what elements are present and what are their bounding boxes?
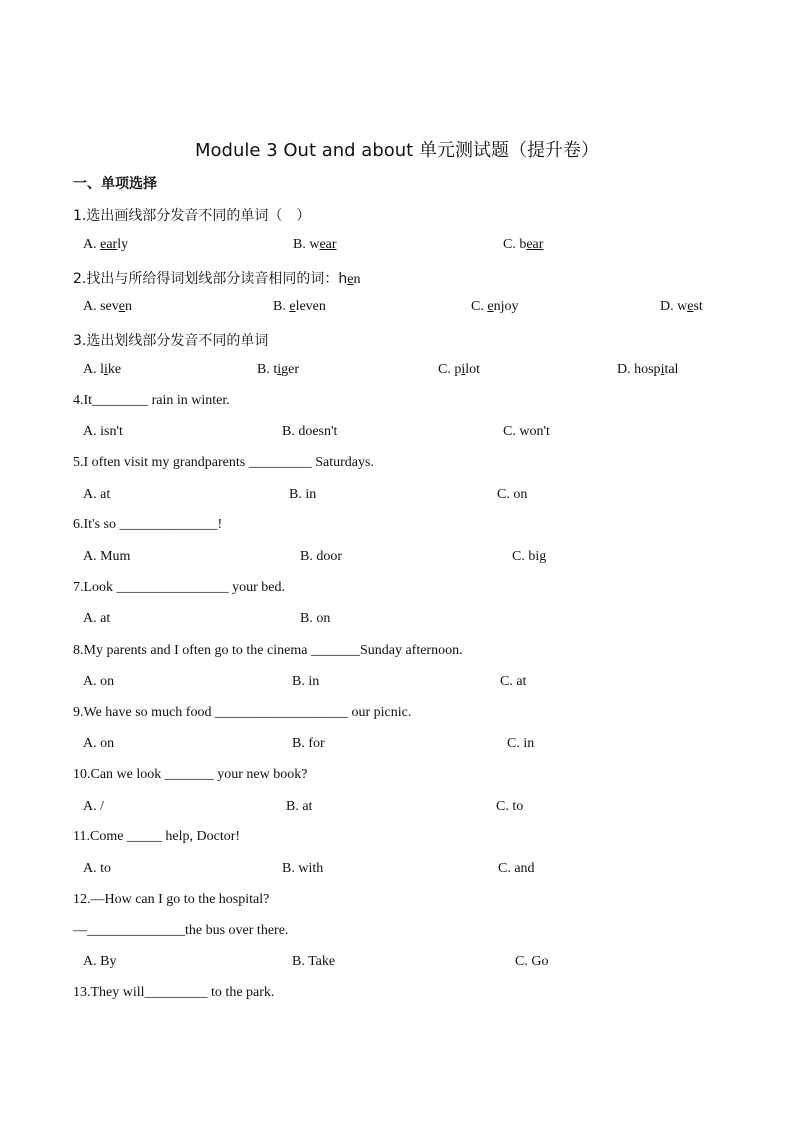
option-text: A. Mum — [83, 549, 131, 564]
answer-option[interactable] — [292, 674, 319, 690]
answer-option[interactable] — [83, 237, 128, 253]
answer-option[interactable] — [83, 736, 114, 752]
answer-option[interactable] — [300, 611, 330, 627]
question-stem — [73, 705, 411, 721]
option-text: A. sev — [83, 299, 119, 314]
answer-option[interactable] — [286, 799, 312, 815]
question-stem — [73, 393, 230, 409]
option-text: ke — [107, 362, 122, 377]
answer-blank: _______ — [164, 767, 214, 782]
stem-text: 7.Look — [73, 580, 117, 595]
answer-option[interactable] — [83, 299, 132, 315]
question-stem — [73, 643, 463, 659]
question-stem — [73, 517, 222, 533]
question-stem — [73, 892, 269, 908]
answer-option[interactable] — [83, 424, 123, 440]
question-stem — [73, 829, 240, 845]
stem-text: 5.I often visit my grandparents — [73, 455, 249, 470]
stem-text: your bed. — [228, 580, 285, 595]
question-stem — [73, 268, 360, 288]
underlined-letter: e — [347, 272, 354, 287]
answer-option[interactable] — [515, 954, 548, 970]
option-text: A. By — [83, 954, 117, 969]
stem-text: to the park. — [207, 985, 275, 1000]
answer-option[interactable] — [83, 799, 104, 815]
option-text: A. isn't — [83, 424, 123, 439]
answer-option[interactable] — [83, 861, 111, 877]
stem-text: n — [353, 272, 361, 287]
answer-option[interactable] — [438, 362, 480, 378]
option-text: B. in — [289, 487, 317, 502]
stem-text: Sunday afternoon. — [359, 643, 463, 658]
stem-text: 2.找出与所给得词划线部分读音相同的词：h — [73, 271, 348, 287]
option-text: st — [693, 299, 703, 314]
question-stem — [73, 985, 274, 1001]
option-text: A. on — [83, 736, 115, 751]
answer-option[interactable] — [292, 736, 325, 752]
underlined-letters: i — [461, 362, 466, 377]
answer-option[interactable] — [500, 674, 526, 690]
answer-option[interactable] — [257, 362, 299, 378]
answer-option[interactable] — [83, 549, 130, 565]
answer-option[interactable] — [507, 736, 534, 752]
option-text: C. big — [512, 549, 547, 564]
answer-blank: _________ — [144, 985, 208, 1000]
answer-option[interactable] — [282, 861, 323, 877]
answer-option[interactable] — [496, 799, 523, 815]
answer-option[interactable] — [498, 861, 535, 877]
option-text: tal — [664, 362, 679, 377]
option-text: C. won't — [503, 424, 550, 439]
option-text: D. w — [660, 299, 688, 314]
option-text: C. — [471, 299, 488, 314]
option-text: C. b — [503, 237, 527, 252]
stem-text: — — [73, 923, 87, 938]
option-text: B. door — [300, 549, 342, 564]
stem-text: our picnic. — [347, 705, 412, 720]
option-text: lot — [465, 362, 481, 377]
option-text: B. for — [292, 736, 325, 751]
answer-blank: ________ — [92, 393, 149, 408]
option-text: A. to — [83, 861, 111, 876]
question-stem — [73, 455, 374, 471]
answer-blank: _________ — [248, 455, 312, 470]
stem-text: help, Doctor! — [161, 829, 241, 844]
answer-option[interactable] — [289, 487, 316, 503]
page-title: Module 3 Out and about 单元测试题（提升卷） — [195, 140, 599, 161]
option-text: B. Take — [292, 954, 336, 969]
option-text: A. at — [83, 611, 111, 626]
answer-option[interactable] — [471, 299, 518, 315]
underlined-letters: ear — [526, 237, 544, 252]
answer-option[interactable] — [83, 674, 114, 690]
stem-text: your new book? — [213, 767, 308, 782]
option-text: B. in — [292, 674, 320, 689]
option-text: B. with — [282, 861, 324, 876]
answer-blank: ________________ — [116, 580, 229, 595]
option-text: ger — [281, 362, 300, 377]
answer-option[interactable] — [617, 362, 678, 378]
answer-option[interactable] — [503, 424, 550, 440]
option-text: B. on — [300, 611, 331, 626]
answer-option[interactable] — [503, 237, 543, 253]
option-text: B. at — [286, 799, 313, 814]
option-text: C. and — [498, 861, 535, 876]
underlined-letters: e — [289, 299, 296, 314]
answer-blank: _______ — [310, 643, 360, 658]
option-text: ly — [117, 237, 129, 252]
stem-text: 3.选出划线部分发音不同的单词 — [73, 333, 269, 349]
option-text: n — [125, 299, 132, 314]
answer-blank: ______________ — [87, 923, 185, 938]
option-text: C. in — [507, 736, 535, 751]
question-stem — [73, 330, 268, 350]
option-text: leven — [295, 299, 326, 314]
option-text: A. / — [83, 799, 104, 814]
answer-option[interactable] — [660, 299, 703, 315]
underlined-letters: e — [687, 299, 694, 314]
answer-option[interactable] — [300, 549, 342, 565]
underlined-letters: i — [277, 362, 282, 377]
answer-option[interactable] — [83, 362, 121, 378]
stem-text: rain in winter. — [148, 393, 230, 408]
answer-option[interactable] — [83, 954, 116, 970]
option-text: B. w — [293, 237, 320, 252]
underlined-letters: i — [660, 362, 665, 377]
option-text: D. hosp — [617, 362, 661, 377]
answer-option[interactable] — [497, 487, 527, 503]
stem-text: the bus over there. — [185, 923, 289, 938]
option-text: B. t — [257, 362, 278, 377]
underlined-letters: e — [118, 299, 125, 314]
question-stem — [73, 767, 307, 783]
option-text: B. — [273, 299, 290, 314]
answer-blank: _____ — [126, 829, 162, 844]
option-text: A. on — [83, 674, 115, 689]
answer-option[interactable] — [83, 487, 110, 503]
stem-text: 10.Can we look — [73, 767, 165, 782]
underlined-letters: ear — [100, 237, 118, 252]
answer-blank: ______________ — [119, 517, 218, 532]
answer-blank: ___________________ — [214, 705, 348, 720]
option-text: A. — [83, 237, 101, 252]
stem-text: 8.My parents and I often go to the cinema — [73, 643, 311, 658]
answer-option[interactable] — [273, 299, 326, 315]
stem-text: 4.It — [73, 393, 93, 408]
stem-text: ! — [217, 517, 223, 532]
question-stem — [73, 580, 285, 596]
answer-option[interactable] — [512, 549, 546, 565]
option-text: C. on — [497, 487, 528, 502]
answer-option[interactable] — [282, 424, 337, 440]
stem-text: 13.They will — [73, 985, 145, 1000]
answer-option[interactable] — [293, 237, 337, 253]
underlined-letters: i — [104, 362, 108, 377]
option-text: A. at — [83, 487, 111, 502]
underlined-letters: ear — [319, 237, 337, 252]
option-text: C. p — [438, 362, 462, 377]
stem-text: 11.Come — [73, 829, 127, 844]
stem-text: 1.选出画线部分发音不同的单词（ ） — [73, 208, 311, 224]
stem-text: 9.We have so much food — [73, 705, 215, 720]
option-text: njoy — [493, 299, 519, 314]
option-text: C. to — [496, 799, 524, 814]
option-text: A. l — [83, 362, 104, 377]
answer-option[interactable] — [292, 954, 335, 970]
question-stem-continued — [73, 923, 288, 939]
option-text: C. at — [500, 674, 527, 689]
stem-text: Saturdays. — [311, 455, 374, 470]
option-text: C. Go — [515, 954, 549, 969]
answer-option[interactable] — [83, 611, 110, 627]
stem-text: 6.It's so — [73, 517, 120, 532]
option-text: B. doesn't — [282, 424, 338, 439]
stem-text: 12.—How can I go to the hospital? — [73, 892, 270, 907]
section-heading: 一、单项选择 — [73, 176, 157, 192]
underlined-letters: e — [487, 299, 494, 314]
question-stem — [73, 205, 310, 225]
